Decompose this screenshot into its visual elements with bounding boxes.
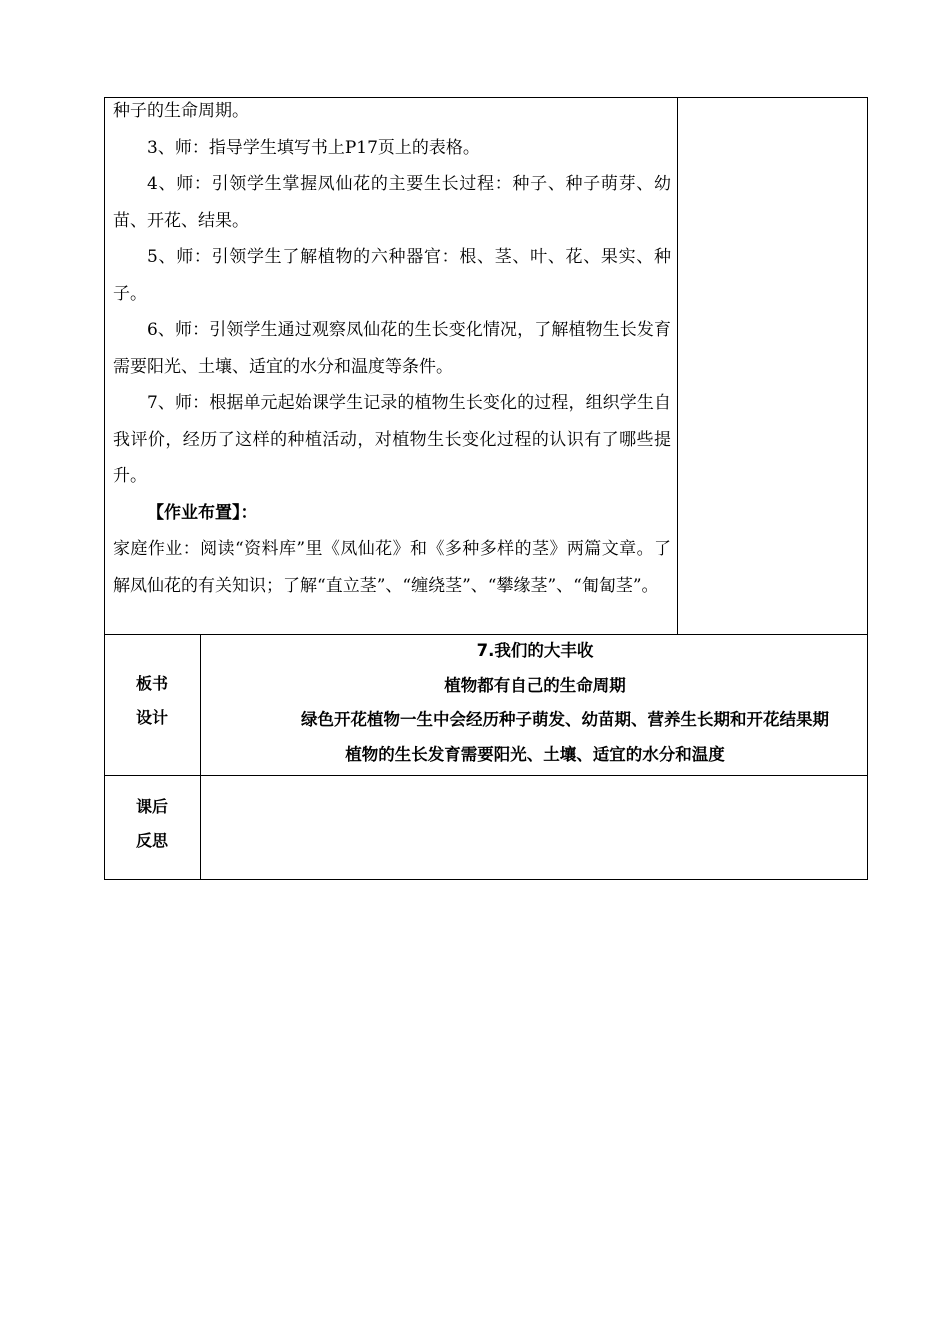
label-column-divider bbox=[200, 634, 201, 880]
homework-text: 家庭作业：阅读“资料库”里《凤仙花》和《多种多样的茎》两篇文章。了解凤仙花的有关知识；了解“直立茎”、“缠绕茎”、“攀缘茎”、“匍匐茎”。 bbox=[113, 539, 671, 596]
board-line1: 植物都有自己的生命周期 bbox=[444, 675, 626, 695]
notes-column-divider bbox=[677, 97, 678, 635]
board-label-line1: 板书 bbox=[135, 674, 168, 693]
homework-heading: 【作业布置】： bbox=[147, 502, 258, 523]
teaching-process-text bbox=[113, 93, 671, 604]
reflection-label-line2: 反思 bbox=[135, 831, 168, 850]
content-line-5: 7、师：根据单元起始课学生记录的植物生长变化的过程，组织学生自我评价，经历了这样的种植活动，对植物生长变化过程的认识有了哪些提升。 bbox=[113, 393, 671, 486]
board-design-content bbox=[202, 634, 868, 772]
content-line-2: 4、师：引领学生掌握凤仙花的主要生长过程：种子、种子萌芽、幼苗、开花、结果。 bbox=[113, 174, 671, 231]
content-line-1: 3、师：指导学生填写书上P17页上的表格。 bbox=[147, 137, 480, 158]
board-line3: 植物的生长发育需要阳光、土壤、适宜的水分和温度 bbox=[345, 744, 725, 764]
reflection-section-divider bbox=[104, 775, 868, 776]
reflection-label bbox=[104, 790, 200, 858]
reflection-label-line1: 课后 bbox=[135, 797, 168, 816]
content-line-4: 6、师：引领学生通过观察凤仙花的生长变化情况，了解植物生长发育需要阳光、土壤、适宜的水分和温度等条件。 bbox=[113, 320, 671, 377]
content-line-0: 种子的生命周期。 bbox=[113, 101, 249, 121]
board-line2: 绿色开花植物一生中会经历种子萌发、幼苗期、营养生长期和开花结果期 bbox=[301, 710, 829, 729]
board-label-line2: 设计 bbox=[135, 708, 168, 727]
board-title: 7.我们的大丰收 bbox=[476, 641, 594, 660]
board-design-label bbox=[104, 667, 200, 735]
content-line-3: 5、师：引领学生了解植物的六种器官：根、茎、叶、花、果实、种子。 bbox=[113, 247, 671, 304]
